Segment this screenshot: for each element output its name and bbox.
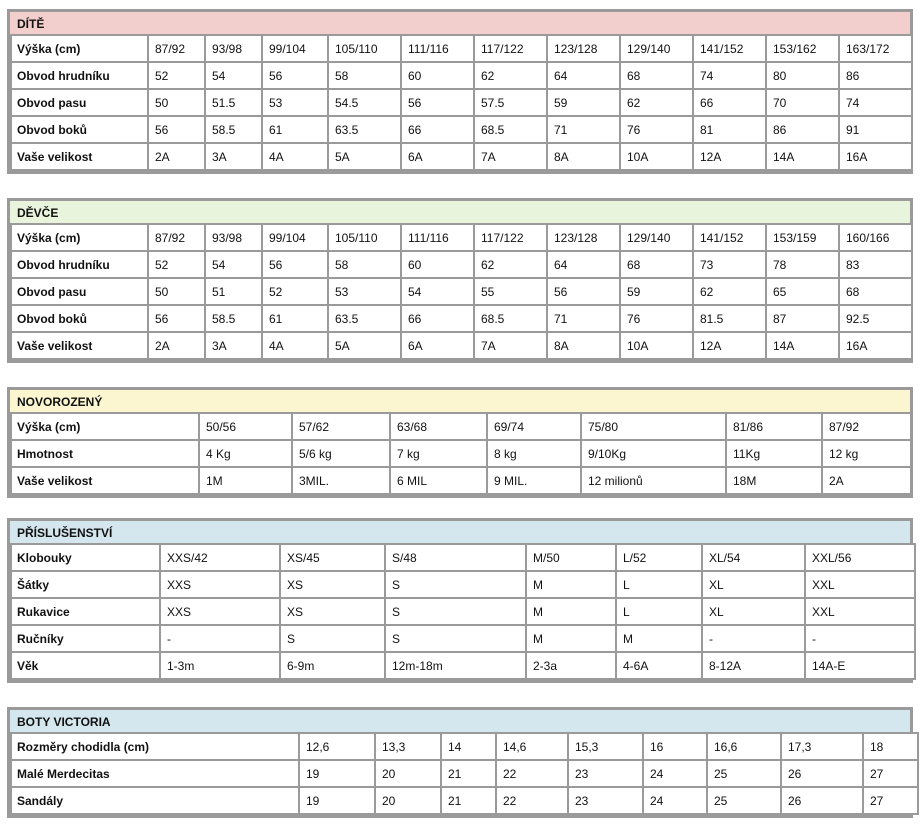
table-cell: 14A-E bbox=[806, 653, 914, 678]
table-cell: 3MIL. bbox=[293, 468, 389, 493]
table-cell: 76 bbox=[621, 117, 692, 142]
table-cell: 58 bbox=[329, 63, 400, 88]
table-cell: 19 bbox=[300, 788, 374, 813]
table-cell: 68 bbox=[840, 279, 911, 304]
table-cell: 59 bbox=[548, 90, 619, 115]
table-row bbox=[12, 441, 910, 466]
table-cell: 50 bbox=[149, 279, 204, 304]
table-cell: 123/128 bbox=[548, 36, 619, 61]
table-cell: 20 bbox=[376, 761, 440, 786]
table-cell: 87/92 bbox=[149, 225, 204, 250]
table-cell: 153/162 bbox=[767, 36, 838, 61]
table-cell: 4-6A bbox=[617, 653, 701, 678]
table-cell: 6A bbox=[402, 333, 473, 358]
table-cell: 2-3a bbox=[527, 653, 615, 678]
table-cell: 66 bbox=[402, 306, 473, 331]
table-cell: 25 bbox=[708, 788, 780, 813]
row-label: Šátky bbox=[12, 572, 159, 597]
table-cell: M bbox=[527, 599, 615, 624]
table-cell: 61 bbox=[263, 306, 327, 331]
table-row bbox=[12, 599, 914, 624]
table-cell: M bbox=[527, 626, 615, 651]
table-row bbox=[12, 468, 910, 493]
table-cell: 73 bbox=[694, 252, 765, 277]
table-row bbox=[12, 279, 911, 304]
table-cell: 62 bbox=[475, 63, 546, 88]
size-table-prislusenstvi bbox=[10, 543, 916, 680]
table-row bbox=[12, 572, 914, 597]
table-row bbox=[12, 144, 911, 169]
table-cell: 54.5 bbox=[329, 90, 400, 115]
table-cell: XXS/42 bbox=[161, 545, 279, 570]
table-cell: 81.5 bbox=[694, 306, 765, 331]
table-cell: 3A bbox=[206, 333, 261, 358]
table-cell: 64 bbox=[548, 252, 619, 277]
table-cell: 111/116 bbox=[402, 36, 473, 61]
table-cell: 5A bbox=[329, 333, 400, 358]
table-cell: 16 bbox=[644, 734, 706, 759]
table-cell: 87/92 bbox=[149, 36, 204, 61]
table-cell: XS bbox=[281, 599, 384, 624]
table-cell: 6A bbox=[402, 144, 473, 169]
table-cell: 27 bbox=[864, 761, 917, 786]
table-cell: M bbox=[527, 572, 615, 597]
table-row bbox=[12, 333, 911, 358]
table-cell: 21 bbox=[442, 761, 495, 786]
table-cell: XL bbox=[703, 572, 804, 597]
table-cell: XS/45 bbox=[281, 545, 384, 570]
table-cell: 86 bbox=[840, 63, 911, 88]
table-cell: 87 bbox=[767, 306, 838, 331]
table-row bbox=[12, 306, 911, 331]
row-label: Vaše velikost bbox=[12, 468, 198, 493]
table-cell: 12 milionů bbox=[582, 468, 725, 493]
table-cell: 22 bbox=[497, 788, 567, 813]
table-cell: S/48 bbox=[386, 545, 525, 570]
table-cell: 55 bbox=[475, 279, 546, 304]
table-cell: 8 kg bbox=[488, 441, 580, 466]
table-row bbox=[12, 788, 917, 813]
table-cell: 14,6 bbox=[497, 734, 567, 759]
row-label: Rozměry chodidla (cm) bbox=[12, 734, 298, 759]
size-table-novorozeny bbox=[10, 412, 912, 495]
section-title-boty: BOTY VICTORIA bbox=[10, 710, 910, 734]
table-cell: 68 bbox=[621, 252, 692, 277]
table-cell: 91 bbox=[840, 117, 911, 142]
table-cell: 5A bbox=[329, 144, 400, 169]
table-row bbox=[12, 225, 911, 250]
table-cell: 24 bbox=[644, 761, 706, 786]
table-cell: 62 bbox=[475, 252, 546, 277]
table-cell: L/52 bbox=[617, 545, 701, 570]
table-row bbox=[12, 414, 910, 439]
table-cell: - bbox=[806, 626, 914, 651]
row-label: Výška (cm) bbox=[12, 414, 198, 439]
section-prislusenstvi bbox=[7, 518, 913, 683]
size-table-boty bbox=[10, 732, 919, 815]
table-cell: 4 Kg bbox=[200, 441, 291, 466]
table-cell: 71 bbox=[548, 117, 619, 142]
table-cell: 81/86 bbox=[727, 414, 821, 439]
row-label: Obvod hrudníku bbox=[12, 63, 147, 88]
table-cell: 61 bbox=[263, 117, 327, 142]
row-label: Ručníky bbox=[12, 626, 159, 651]
table-cell: 5/6 kg bbox=[293, 441, 389, 466]
table-cell: 12m-18m bbox=[386, 653, 525, 678]
table-cell: 80 bbox=[767, 63, 838, 88]
table-cell: 51.5 bbox=[206, 90, 261, 115]
table-cell: 56 bbox=[263, 252, 327, 277]
table-cell: 160/166 bbox=[840, 225, 911, 250]
table-cell: 56 bbox=[149, 306, 204, 331]
table-cell: 2A bbox=[823, 468, 910, 493]
table-cell: 65 bbox=[767, 279, 838, 304]
table-cell: 56 bbox=[149, 117, 204, 142]
table-cell: 12,6 bbox=[300, 734, 374, 759]
size-table-dite bbox=[10, 34, 913, 171]
table-cell: 93/98 bbox=[206, 36, 261, 61]
table-cell: 163/172 bbox=[840, 36, 911, 61]
table-cell: 11Kg bbox=[727, 441, 821, 466]
table-row bbox=[12, 626, 914, 651]
size-table-devce bbox=[10, 223, 913, 360]
table-cell: 58.5 bbox=[206, 117, 261, 142]
table-cell: 14A bbox=[767, 333, 838, 358]
table-row bbox=[12, 653, 914, 678]
table-cell: 56 bbox=[548, 279, 619, 304]
table-cell: XS bbox=[281, 572, 384, 597]
table-cell: M/50 bbox=[527, 545, 615, 570]
table-cell: 7A bbox=[475, 333, 546, 358]
section-dite bbox=[7, 9, 913, 174]
table-cell: 16A bbox=[840, 333, 911, 358]
table-cell: L bbox=[617, 572, 701, 597]
table-cell: 76 bbox=[621, 306, 692, 331]
table-cell: 1M bbox=[200, 468, 291, 493]
table-cell: 56 bbox=[402, 90, 473, 115]
table-cell: 66 bbox=[402, 117, 473, 142]
table-cell: S bbox=[386, 572, 525, 597]
table-cell: 68.5 bbox=[475, 306, 546, 331]
table-cell: 63.5 bbox=[329, 306, 400, 331]
row-label: Výška (cm) bbox=[12, 36, 147, 61]
table-cell: 8A bbox=[548, 144, 619, 169]
table-cell: 16A bbox=[840, 144, 911, 169]
table-cell: 117/122 bbox=[475, 225, 546, 250]
row-label: Vaše velikost bbox=[12, 144, 147, 169]
table-cell: 12 kg bbox=[823, 441, 910, 466]
section-title-novorozeny: NOVOROZENÝ bbox=[10, 390, 910, 414]
table-cell: S bbox=[386, 626, 525, 651]
table-cell: 27 bbox=[864, 788, 917, 813]
table-cell: 58.5 bbox=[206, 306, 261, 331]
table-cell: 13,3 bbox=[376, 734, 440, 759]
table-cell: 16,6 bbox=[708, 734, 780, 759]
table-cell: 7A bbox=[475, 144, 546, 169]
table-cell: 129/140 bbox=[621, 36, 692, 61]
table-cell: 52 bbox=[149, 63, 204, 88]
table-cell: XXS bbox=[161, 599, 279, 624]
table-cell: XL bbox=[703, 599, 804, 624]
table-cell: 105/110 bbox=[329, 36, 400, 61]
table-cell: 17,3 bbox=[782, 734, 862, 759]
table-cell: 99/104 bbox=[263, 225, 327, 250]
table-cell: 60 bbox=[402, 63, 473, 88]
table-row bbox=[12, 63, 911, 88]
row-label: Rukavice bbox=[12, 599, 159, 624]
table-cell: 54 bbox=[402, 279, 473, 304]
table-cell: 59 bbox=[621, 279, 692, 304]
table-cell: 117/122 bbox=[475, 36, 546, 61]
row-label: Obvod boků bbox=[12, 117, 147, 142]
table-cell: 92.5 bbox=[840, 306, 911, 331]
table-cell: 7 kg bbox=[391, 441, 486, 466]
table-cell: 86 bbox=[767, 117, 838, 142]
table-cell: 12A bbox=[694, 144, 765, 169]
table-cell: - bbox=[161, 626, 279, 651]
table-cell: S bbox=[281, 626, 384, 651]
table-cell: XL/54 bbox=[703, 545, 804, 570]
table-row bbox=[12, 90, 911, 115]
table-cell: 1-3m bbox=[161, 653, 279, 678]
table-cell: 23 bbox=[569, 761, 642, 786]
table-cell: 70 bbox=[767, 90, 838, 115]
table-cell: 19 bbox=[300, 761, 374, 786]
table-cell: - bbox=[703, 626, 804, 651]
table-cell: 99/104 bbox=[263, 36, 327, 61]
row-label: Klobouky bbox=[12, 545, 159, 570]
table-cell: 9 MIL. bbox=[488, 468, 580, 493]
table-cell: 78 bbox=[767, 252, 838, 277]
table-cell: 50 bbox=[149, 90, 204, 115]
row-label: Výška (cm) bbox=[12, 225, 147, 250]
table-cell: 4A bbox=[263, 333, 327, 358]
table-cell: 6-9m bbox=[281, 653, 384, 678]
table-row bbox=[12, 545, 914, 570]
table-cell: 51 bbox=[206, 279, 261, 304]
table-cell: 68.5 bbox=[475, 117, 546, 142]
table-cell: 18M bbox=[727, 468, 821, 493]
table-cell: 53 bbox=[263, 90, 327, 115]
row-label: Věk bbox=[12, 653, 159, 678]
table-cell: 62 bbox=[621, 90, 692, 115]
row-label: Sandály bbox=[12, 788, 298, 813]
table-cell: 75/80 bbox=[582, 414, 725, 439]
table-cell: 111/116 bbox=[402, 225, 473, 250]
table-cell: 52 bbox=[149, 252, 204, 277]
table-cell: 93/98 bbox=[206, 225, 261, 250]
table-cell: 14 bbox=[442, 734, 495, 759]
section-title-prislusenstvi: PŘÍSLUŠENSTVÍ bbox=[10, 521, 910, 545]
table-cell: XXL bbox=[806, 599, 914, 624]
table-cell: 62 bbox=[694, 279, 765, 304]
table-cell: 50/56 bbox=[200, 414, 291, 439]
table-cell: 123/128 bbox=[548, 225, 619, 250]
table-cell: 83 bbox=[840, 252, 911, 277]
row-label: Hmotnost bbox=[12, 441, 198, 466]
table-cell: 8-12A bbox=[703, 653, 804, 678]
table-cell: 63.5 bbox=[329, 117, 400, 142]
table-cell: 74 bbox=[840, 90, 911, 115]
table-cell: 129/140 bbox=[621, 225, 692, 250]
table-cell: 87/92 bbox=[823, 414, 910, 439]
table-cell: 54 bbox=[206, 252, 261, 277]
table-cell: 21 bbox=[442, 788, 495, 813]
table-cell: 2A bbox=[149, 333, 204, 358]
table-cell: 81 bbox=[694, 117, 765, 142]
table-row bbox=[12, 36, 911, 61]
table-cell: 53 bbox=[329, 279, 400, 304]
table-cell: 141/152 bbox=[694, 225, 765, 250]
table-cell: 18 bbox=[864, 734, 917, 759]
table-cell: 57.5 bbox=[475, 90, 546, 115]
table-cell: XXL/56 bbox=[806, 545, 914, 570]
table-row bbox=[12, 117, 911, 142]
table-cell: 71 bbox=[548, 306, 619, 331]
section-title-devce: DĚVČE bbox=[10, 201, 910, 225]
section-title-dite: DÍTĚ bbox=[10, 12, 910, 36]
row-label: Vaše velikost bbox=[12, 333, 147, 358]
row-label: Obvod pasu bbox=[12, 279, 147, 304]
table-cell: 105/110 bbox=[329, 225, 400, 250]
table-cell: 10A bbox=[621, 144, 692, 169]
table-cell: 153/159 bbox=[767, 225, 838, 250]
table-cell: 26 bbox=[782, 788, 862, 813]
section-devce bbox=[7, 198, 913, 363]
table-cell: 56 bbox=[263, 63, 327, 88]
table-cell: 4A bbox=[263, 144, 327, 169]
table-cell: 14A bbox=[767, 144, 838, 169]
table-cell: 24 bbox=[644, 788, 706, 813]
table-cell: 63/68 bbox=[391, 414, 486, 439]
table-cell: 12A bbox=[694, 333, 765, 358]
table-cell: 26 bbox=[782, 761, 862, 786]
table-row bbox=[12, 734, 917, 759]
table-cell: 15,3 bbox=[569, 734, 642, 759]
table-cell: 68 bbox=[621, 63, 692, 88]
table-cell: 54 bbox=[206, 63, 261, 88]
table-cell: 69/74 bbox=[488, 414, 580, 439]
table-cell: 141/152 bbox=[694, 36, 765, 61]
row-label: Obvod hrudníku bbox=[12, 252, 147, 277]
table-cell: 58 bbox=[329, 252, 400, 277]
table-cell: L bbox=[617, 599, 701, 624]
row-label: Obvod pasu bbox=[12, 90, 147, 115]
table-cell: 66 bbox=[694, 90, 765, 115]
table-cell: 25 bbox=[708, 761, 780, 786]
table-cell: 3A bbox=[206, 144, 261, 169]
table-row bbox=[12, 252, 911, 277]
table-cell: S bbox=[386, 599, 525, 624]
table-cell: M bbox=[617, 626, 701, 651]
section-boty bbox=[7, 707, 913, 818]
row-label: Obvod boků bbox=[12, 306, 147, 331]
table-cell: XXS bbox=[161, 572, 279, 597]
table-cell: 74 bbox=[694, 63, 765, 88]
row-label: Malé Merdecitas bbox=[12, 761, 298, 786]
table-cell: 23 bbox=[569, 788, 642, 813]
table-cell: XXL bbox=[806, 572, 914, 597]
table-cell: 57/62 bbox=[293, 414, 389, 439]
table-cell: 60 bbox=[402, 252, 473, 277]
table-cell: 20 bbox=[376, 788, 440, 813]
table-row bbox=[12, 761, 917, 786]
table-cell: 64 bbox=[548, 63, 619, 88]
table-cell: 9/10Kg bbox=[582, 441, 725, 466]
table-cell: 2A bbox=[149, 144, 204, 169]
table-cell: 8A bbox=[548, 333, 619, 358]
table-cell: 22 bbox=[497, 761, 567, 786]
section-novorozeny bbox=[7, 387, 913, 498]
table-cell: 52 bbox=[263, 279, 327, 304]
table-cell: 6 MIL bbox=[391, 468, 486, 493]
table-cell: 10A bbox=[621, 333, 692, 358]
